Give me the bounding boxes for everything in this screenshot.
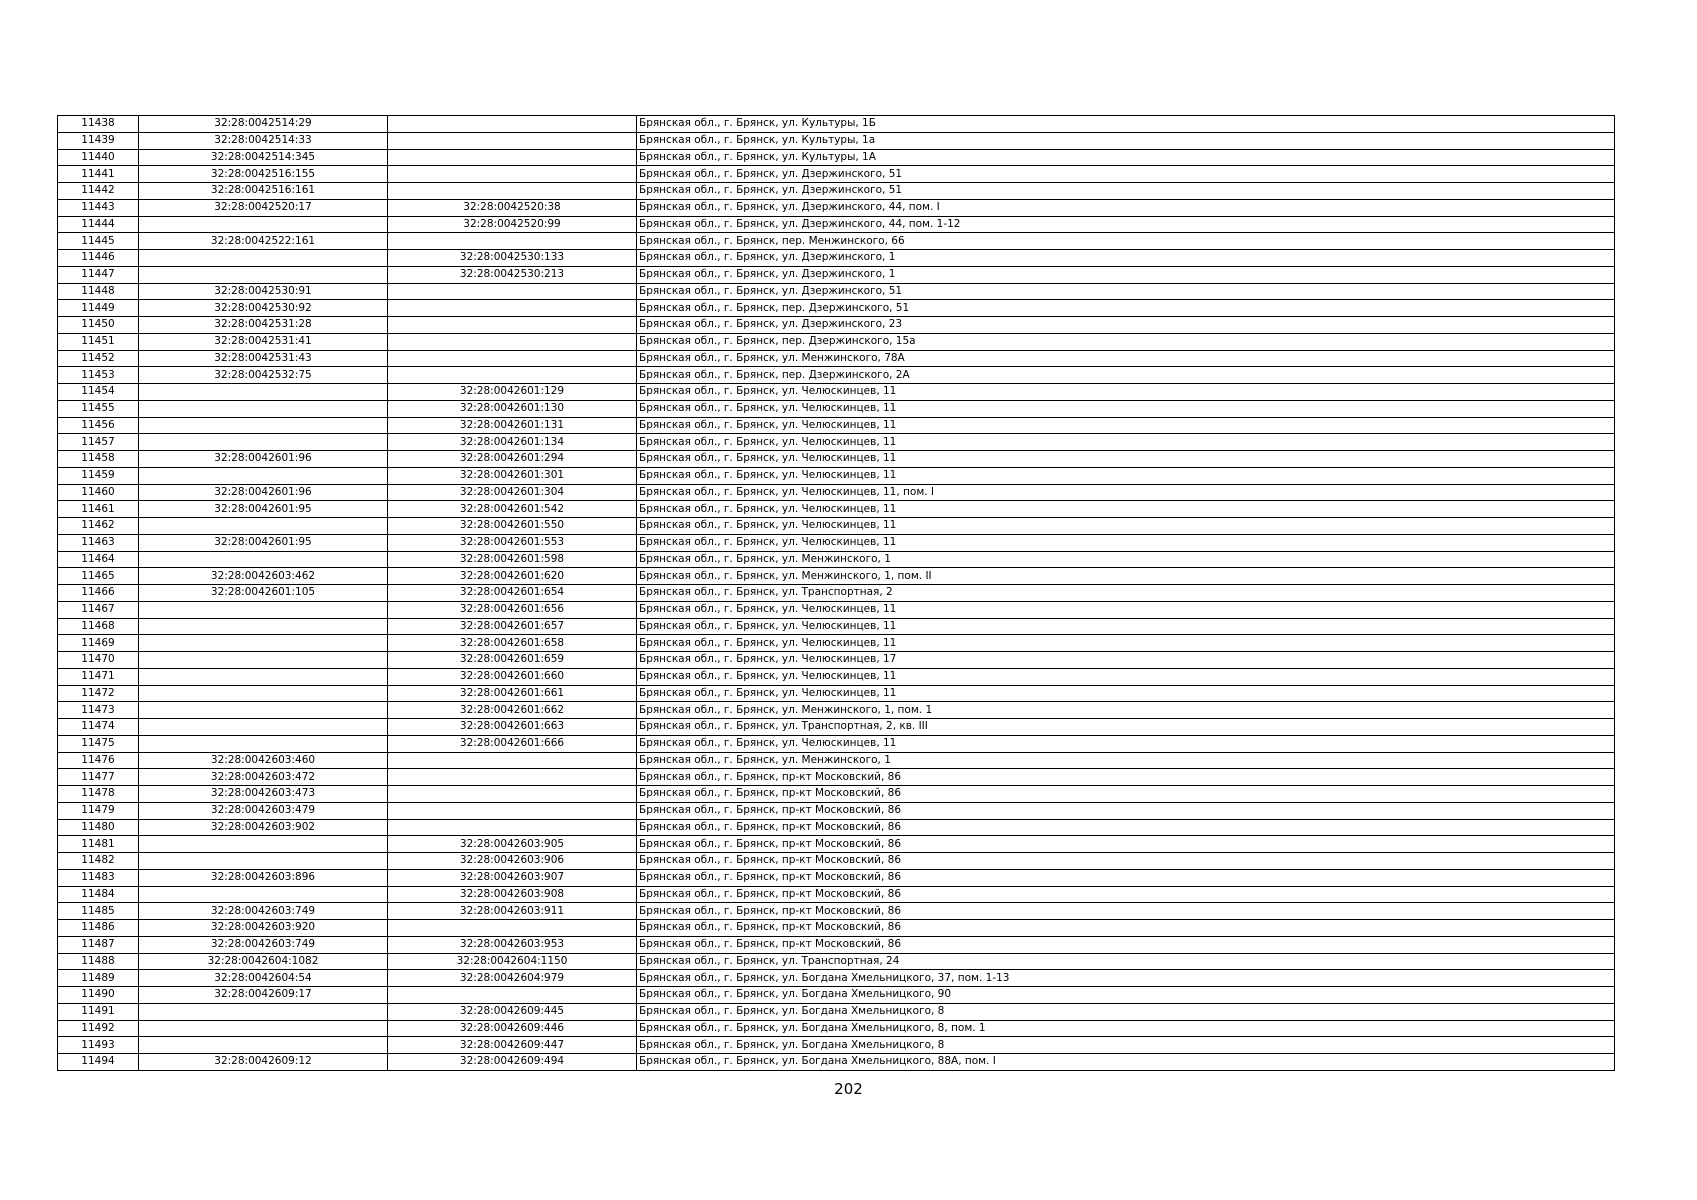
address-cell: Брянская обл., г. Брянск, ул. Богдана Хмельницкого, 37, пом. 1-13 xyxy=(637,970,1615,987)
table-row xyxy=(58,635,1615,652)
related-cadastral-number-cell xyxy=(388,920,637,937)
table-row xyxy=(58,886,1615,903)
related-cadastral-number-cell xyxy=(388,233,637,250)
related-cadastral-number-cell: 32:28:0042609:446 xyxy=(388,1020,637,1037)
address-cell: Брянская обл., г. Брянск, ул. Богдана Хмельницкого, 8 xyxy=(637,1003,1615,1020)
cadastral-number-cell: 32:28:0042531:28 xyxy=(139,317,388,334)
address-cell: Брянская обл., г. Брянск, ул. Богдана Хмельницкого, 8, пом. 1 xyxy=(637,1020,1615,1037)
address-cell: Брянская обл., г. Брянск, ул. Челюскинцев, 11 xyxy=(637,685,1615,702)
row-number-cell: 11478 xyxy=(58,786,139,803)
row-number-cell: 11448 xyxy=(58,283,139,300)
table-row xyxy=(58,702,1615,719)
table-row xyxy=(58,568,1615,585)
table-row xyxy=(58,166,1615,183)
address-cell: Брянская обл., г. Брянск, ул. Богдана Хмельницкого, 90 xyxy=(637,987,1615,1004)
table-row xyxy=(58,132,1615,149)
table-row xyxy=(58,585,1615,602)
related-cadastral-number-cell: 32:28:0042601:301 xyxy=(388,467,637,484)
row-number-cell: 11488 xyxy=(58,953,139,970)
related-cadastral-number-cell xyxy=(388,300,637,317)
table-row xyxy=(58,802,1615,819)
address-cell: Брянская обл., г. Брянск, ул. Богдана Хмельницкого, 8 xyxy=(637,1037,1615,1054)
table-row xyxy=(58,534,1615,551)
cadastral-number-cell: 32:28:0042604:1082 xyxy=(139,953,388,970)
row-number-cell: 11477 xyxy=(58,769,139,786)
related-cadastral-number-cell: 32:28:0042601:663 xyxy=(388,719,637,736)
address-cell: Брянская обл., г. Брянск, ул. Менжинского, 1, пом. 1 xyxy=(637,702,1615,719)
related-cadastral-number-cell: 32:28:0042604:979 xyxy=(388,970,637,987)
address-cell: Брянская обл., г. Брянск, ул. Челюскинцев, 11 xyxy=(637,601,1615,618)
address-cell: Брянская обл., г. Брянск, пер. Дзержинского, 2А xyxy=(637,367,1615,384)
row-number-cell: 11492 xyxy=(58,1020,139,1037)
address-cell: Брянская обл., г. Брянск, ул. Челюскинцев, 17 xyxy=(637,652,1615,669)
related-cadastral-number-cell: 32:28:0042609:494 xyxy=(388,1054,637,1071)
related-cadastral-number-cell: 32:28:0042603:953 xyxy=(388,936,637,953)
cadastral-number-cell xyxy=(139,886,388,903)
table-row xyxy=(58,618,1615,635)
table-row xyxy=(58,735,1615,752)
table-row xyxy=(58,719,1615,736)
table-row xyxy=(58,518,1615,535)
row-number-cell: 11462 xyxy=(58,518,139,535)
table-row xyxy=(58,769,1615,786)
related-cadastral-number-cell: 32:28:0042603:908 xyxy=(388,886,637,903)
related-cadastral-number-cell: 32:28:0042530:213 xyxy=(388,266,637,283)
row-number-cell: 11454 xyxy=(58,384,139,401)
row-number-cell: 11457 xyxy=(58,434,139,451)
table-row xyxy=(58,183,1615,200)
row-number-cell: 11458 xyxy=(58,451,139,468)
related-cadastral-number-cell: 32:28:0042609:447 xyxy=(388,1037,637,1054)
related-cadastral-number-cell xyxy=(388,769,637,786)
row-number-cell: 11446 xyxy=(58,250,139,267)
table-row xyxy=(58,1037,1615,1054)
row-number-cell: 11460 xyxy=(58,484,139,501)
table-row xyxy=(58,451,1615,468)
address-cell: Брянская обл., г. Брянск, ул. Дзержинского, 51 xyxy=(637,283,1615,300)
cadastral-number-cell xyxy=(139,417,388,434)
table-row xyxy=(58,652,1615,669)
row-number-cell: 11480 xyxy=(58,819,139,836)
cadastral-number-cell: 32:28:0042603:749 xyxy=(139,936,388,953)
related-cadastral-number-cell: 32:28:0042601:654 xyxy=(388,585,637,602)
related-cadastral-number-cell: 32:28:0042609:445 xyxy=(388,1003,637,1020)
table-row xyxy=(58,434,1615,451)
row-number-cell: 11456 xyxy=(58,417,139,434)
table-row xyxy=(58,417,1615,434)
related-cadastral-number-cell: 32:28:0042530:133 xyxy=(388,250,637,267)
table-row xyxy=(58,149,1615,166)
row-number-cell: 11450 xyxy=(58,317,139,334)
row-number-cell: 11453 xyxy=(58,367,139,384)
cadastral-number-cell: 32:28:0042603:902 xyxy=(139,819,388,836)
row-number-cell: 11476 xyxy=(58,752,139,769)
cadastral-number-cell: 32:28:0042603:920 xyxy=(139,920,388,937)
row-number-cell: 11486 xyxy=(58,920,139,937)
row-number-cell: 11461 xyxy=(58,501,139,518)
cadastral-number-cell: 32:28:0042530:91 xyxy=(139,283,388,300)
address-cell: Брянская обл., г. Брянск, пер. Менжинского, 66 xyxy=(637,233,1615,250)
related-cadastral-number-cell: 32:28:0042601:657 xyxy=(388,618,637,635)
cadastral-number-cell xyxy=(139,384,388,401)
address-cell: Брянская обл., г. Брянск, ул. Челюскинцев, 11, пом. I xyxy=(637,484,1615,501)
address-cell: Брянская обл., г. Брянск, пер. Дзержинского, 15а xyxy=(637,333,1615,350)
table-row xyxy=(58,1003,1615,1020)
table-row xyxy=(58,987,1615,1004)
related-cadastral-number-cell: 32:28:0042601:553 xyxy=(388,534,637,551)
row-number-cell: 11493 xyxy=(58,1037,139,1054)
address-cell: Брянская обл., г. Брянск, ул. Дзержинского, 1 xyxy=(637,266,1615,283)
cadastral-number-cell: 32:28:0042516:155 xyxy=(139,166,388,183)
table-row xyxy=(58,283,1615,300)
address-cell: Брянская обл., г. Брянск, пр-кт Московский, 86 xyxy=(637,869,1615,886)
related-cadastral-number-cell xyxy=(388,987,637,1004)
address-cell: Брянская обл., г. Брянск, пр-кт Московский, 86 xyxy=(637,836,1615,853)
cadastral-number-cell xyxy=(139,250,388,267)
cadastral-number-cell xyxy=(139,1003,388,1020)
row-number-cell: 11439 xyxy=(58,132,139,149)
cadastral-number-cell xyxy=(139,685,388,702)
related-cadastral-number-cell xyxy=(388,149,637,166)
address-cell: Брянская обл., г. Брянск, ул. Челюскинцев, 11 xyxy=(637,467,1615,484)
table-row xyxy=(58,384,1615,401)
table-row xyxy=(58,233,1615,250)
cadastral-number-cell xyxy=(139,652,388,669)
cadastral-number-cell xyxy=(139,601,388,618)
table-row xyxy=(58,1020,1615,1037)
cadastral-number-cell: 32:28:0042603:472 xyxy=(139,769,388,786)
table-row xyxy=(58,317,1615,334)
table-row xyxy=(58,350,1615,367)
row-number-cell: 11466 xyxy=(58,585,139,602)
cadastral-number-cell: 32:28:0042603:479 xyxy=(139,802,388,819)
address-cell: Брянская обл., г. Брянск, ул. Челюскинцев, 11 xyxy=(637,400,1615,417)
table-row xyxy=(58,1054,1615,1071)
related-cadastral-number-cell: 32:28:0042603:907 xyxy=(388,869,637,886)
address-cell: Брянская обл., г. Брянск, ул. Челюскинцев, 11 xyxy=(637,434,1615,451)
related-cadastral-number-cell: 32:28:0042520:38 xyxy=(388,199,637,216)
row-number-cell: 11490 xyxy=(58,987,139,1004)
cadastral-number-cell xyxy=(139,266,388,283)
cadastral-number-cell: 32:28:0042514:33 xyxy=(139,132,388,149)
row-number-cell: 11489 xyxy=(58,970,139,987)
address-cell: Брянская обл., г. Брянск, пр-кт Московский, 86 xyxy=(637,886,1615,903)
cadastral-number-cell: 32:28:0042531:41 xyxy=(139,333,388,350)
related-cadastral-number-cell: 32:28:0042603:905 xyxy=(388,836,637,853)
row-number-cell: 11494 xyxy=(58,1054,139,1071)
row-number-cell: 11483 xyxy=(58,869,139,886)
cadastral-number-cell: 32:28:0042603:896 xyxy=(139,869,388,886)
row-number-cell: 11465 xyxy=(58,568,139,585)
address-cell: Брянская обл., г. Брянск, ул. Челюскинцев, 11 xyxy=(637,635,1615,652)
table-row xyxy=(58,250,1615,267)
address-cell: Брянская обл., г. Брянск, ул. Культуры, 1а xyxy=(637,132,1615,149)
cadastral-number-cell: 32:28:0042532:75 xyxy=(139,367,388,384)
cadastral-number-cell xyxy=(139,668,388,685)
row-number-cell: 11468 xyxy=(58,618,139,635)
cadastral-number-cell xyxy=(139,735,388,752)
address-cell: Брянская обл., г. Брянск, пр-кт Московский, 86 xyxy=(637,920,1615,937)
row-number-cell: 11487 xyxy=(58,936,139,953)
cadastral-number-cell: 32:28:0042603:749 xyxy=(139,903,388,920)
address-cell: Брянская обл., г. Брянск, ул. Дзержинского, 23 xyxy=(637,317,1615,334)
row-number-cell: 11441 xyxy=(58,166,139,183)
row-number-cell: 11481 xyxy=(58,836,139,853)
address-cell: Брянская обл., г. Брянск, ул. Менжинского, 1, пом. II xyxy=(637,568,1615,585)
address-cell: Брянская обл., г. Брянск, пр-кт Московский, 86 xyxy=(637,769,1615,786)
row-number-cell: 11491 xyxy=(58,1003,139,1020)
row-number-cell: 11438 xyxy=(58,116,139,133)
table-row xyxy=(58,853,1615,870)
address-cell: Брянская обл., г. Брянск, ул. Культуры, 1Б xyxy=(637,116,1615,133)
cadastral-number-cell xyxy=(139,518,388,535)
related-cadastral-number-cell xyxy=(388,333,637,350)
address-cell: Брянская обл., г. Брянск, ул. Транспортная, 2 xyxy=(637,585,1615,602)
cadastral-number-cell xyxy=(139,702,388,719)
cadastral-number-cell: 32:28:0042601:105 xyxy=(139,585,388,602)
table-row xyxy=(58,266,1615,283)
address-cell: Брянская обл., г. Брянск, ул. Менжинского, 1 xyxy=(637,551,1615,568)
cadastral-number-cell xyxy=(139,467,388,484)
row-number-cell: 11467 xyxy=(58,601,139,618)
row-number-cell: 11442 xyxy=(58,183,139,200)
cadastral-number-cell: 32:28:0042520:17 xyxy=(139,199,388,216)
table-row xyxy=(58,869,1615,886)
cadastral-number-cell xyxy=(139,216,388,233)
related-cadastral-number-cell: 32:28:0042604:1150 xyxy=(388,953,637,970)
table-row xyxy=(58,903,1615,920)
cadastral-number-cell xyxy=(139,1020,388,1037)
table-row xyxy=(58,786,1615,803)
table-row xyxy=(58,668,1615,685)
address-cell: Брянская обл., г. Брянск, ул. Челюскинцев, 11 xyxy=(637,384,1615,401)
cadastral-number-cell: 32:28:0042603:460 xyxy=(139,752,388,769)
related-cadastral-number-cell: 32:28:0042601:662 xyxy=(388,702,637,719)
table-row xyxy=(58,400,1615,417)
related-cadastral-number-cell xyxy=(388,350,637,367)
address-cell: Брянская обл., г. Брянск, ул. Богдана Хмельницкого, 88А, пом. I xyxy=(637,1054,1615,1071)
row-number-cell: 11449 xyxy=(58,300,139,317)
related-cadastral-number-cell xyxy=(388,819,637,836)
table-row xyxy=(58,551,1615,568)
row-number-cell: 11474 xyxy=(58,719,139,736)
cadastral-number-cell: 32:28:0042514:29 xyxy=(139,116,388,133)
page-number: 202 xyxy=(834,1080,863,1098)
registry-table xyxy=(57,115,1615,1071)
cadastral-number-cell: 32:28:0042601:95 xyxy=(139,501,388,518)
related-cadastral-number-cell: 32:28:0042601:660 xyxy=(388,668,637,685)
related-cadastral-number-cell: 32:28:0042520:99 xyxy=(388,216,637,233)
cadastral-number-cell xyxy=(139,551,388,568)
table-row xyxy=(58,836,1615,853)
cadastral-number-cell xyxy=(139,1037,388,1054)
address-cell: Брянская обл., г. Брянск, ул. Дзержинского, 51 xyxy=(637,166,1615,183)
related-cadastral-number-cell: 32:28:0042601:620 xyxy=(388,568,637,585)
address-cell: Брянская обл., г. Брянск, ул. Транспортная, 2, кв. III xyxy=(637,719,1615,736)
row-number-cell: 11470 xyxy=(58,652,139,669)
row-number-cell: 11484 xyxy=(58,886,139,903)
table-row xyxy=(58,199,1615,216)
table-row xyxy=(58,685,1615,702)
address-cell: Брянская обл., г. Брянск, ул. Челюскинцев, 11 xyxy=(637,451,1615,468)
related-cadastral-number-cell: 32:28:0042601:550 xyxy=(388,518,637,535)
cadastral-number-cell: 32:28:0042514:345 xyxy=(139,149,388,166)
row-number-cell: 11444 xyxy=(58,216,139,233)
row-number-cell: 11464 xyxy=(58,551,139,568)
address-cell: Брянская обл., г. Брянск, ул. Челюскинцев, 11 xyxy=(637,618,1615,635)
cadastral-number-cell: 32:28:0042522:161 xyxy=(139,233,388,250)
address-cell: Брянская обл., г. Брянск, ул. Менжинского, 1 xyxy=(637,752,1615,769)
address-cell: Брянская обл., г. Брянск, ул. Челюскинцев, 11 xyxy=(637,534,1615,551)
table-row xyxy=(58,116,1615,133)
table-row xyxy=(58,970,1615,987)
related-cadastral-number-cell xyxy=(388,183,637,200)
row-number-cell: 11472 xyxy=(58,685,139,702)
table-row xyxy=(58,601,1615,618)
row-number-cell: 11469 xyxy=(58,635,139,652)
related-cadastral-number-cell: 32:28:0042601:131 xyxy=(388,417,637,434)
related-cadastral-number-cell: 32:28:0042601:134 xyxy=(388,434,637,451)
table-row xyxy=(58,953,1615,970)
related-cadastral-number-cell: 32:28:0042601:130 xyxy=(388,400,637,417)
row-number-cell: 11443 xyxy=(58,199,139,216)
cadastral-number-cell: 32:28:0042601:96 xyxy=(139,484,388,501)
address-cell: Брянская обл., г. Брянск, пр-кт Московский, 86 xyxy=(637,853,1615,870)
cadastral-number-cell: 32:28:0042603:462 xyxy=(139,568,388,585)
address-cell: Брянская обл., г. Брянск, ул. Челюскинцев, 11 xyxy=(637,417,1615,434)
related-cadastral-number-cell xyxy=(388,116,637,133)
cadastral-number-cell xyxy=(139,836,388,853)
row-number-cell: 11459 xyxy=(58,467,139,484)
cadastral-number-cell: 32:28:0042603:473 xyxy=(139,786,388,803)
row-number-cell: 11452 xyxy=(58,350,139,367)
related-cadastral-number-cell: 32:28:0042601:129 xyxy=(388,384,637,401)
related-cadastral-number-cell xyxy=(388,317,637,334)
table-row xyxy=(58,333,1615,350)
address-cell: Брянская обл., г. Брянск, ул. Транспортная, 24 xyxy=(637,953,1615,970)
cadastral-number-cell: 32:28:0042516:161 xyxy=(139,183,388,200)
related-cadastral-number-cell: 32:28:0042601:656 xyxy=(388,601,637,618)
related-cadastral-number-cell: 32:28:0042601:542 xyxy=(388,501,637,518)
cadastral-number-cell xyxy=(139,719,388,736)
address-cell: Брянская обл., г. Брянск, пр-кт Московский, 86 xyxy=(637,786,1615,803)
table-row xyxy=(58,300,1615,317)
related-cadastral-number-cell: 32:28:0042601:658 xyxy=(388,635,637,652)
address-cell: Брянская обл., г. Брянск, ул. Челюскинцев, 11 xyxy=(637,735,1615,752)
address-cell: Брянская обл., г. Брянск, пр-кт Московский, 86 xyxy=(637,802,1615,819)
related-cadastral-number-cell: 32:28:0042603:906 xyxy=(388,853,637,870)
related-cadastral-number-cell xyxy=(388,166,637,183)
cadastral-number-cell xyxy=(139,635,388,652)
cadastral-number-cell xyxy=(139,434,388,451)
related-cadastral-number-cell xyxy=(388,802,637,819)
address-cell: Брянская обл., г. Брянск, ул. Дзержинского, 51 xyxy=(637,183,1615,200)
table-row xyxy=(58,752,1615,769)
table-row xyxy=(58,216,1615,233)
row-number-cell: 11479 xyxy=(58,802,139,819)
related-cadastral-number-cell xyxy=(388,786,637,803)
cadastral-number-cell: 32:28:0042601:96 xyxy=(139,451,388,468)
address-cell: Брянская обл., г. Брянск, ул. Челюскинцев, 11 xyxy=(637,518,1615,535)
cadastral-number-cell xyxy=(139,853,388,870)
related-cadastral-number-cell: 32:28:0042601:598 xyxy=(388,551,637,568)
address-cell: Брянская обл., г. Брянск, ул. Челюскинцев, 11 xyxy=(637,668,1615,685)
cadastral-number-cell xyxy=(139,400,388,417)
row-number-cell: 11471 xyxy=(58,668,139,685)
row-number-cell: 11463 xyxy=(58,534,139,551)
table-row xyxy=(58,920,1615,937)
row-number-cell: 11475 xyxy=(58,735,139,752)
address-cell: Брянская обл., г. Брянск, ул. Челюскинцев, 11 xyxy=(637,501,1615,518)
row-number-cell: 11473 xyxy=(58,702,139,719)
table-row xyxy=(58,467,1615,484)
row-number-cell: 11440 xyxy=(58,149,139,166)
address-cell: Брянская обл., г. Брянск, ул. Дзержинского, 44, пом. I xyxy=(637,199,1615,216)
row-number-cell: 11445 xyxy=(58,233,139,250)
registry-table-container xyxy=(57,115,1614,1071)
cadastral-number-cell: 32:28:0042609:17 xyxy=(139,987,388,1004)
row-number-cell: 11447 xyxy=(58,266,139,283)
address-cell: Брянская обл., г. Брянск, пр-кт Московский, 86 xyxy=(637,819,1615,836)
address-cell: Брянская обл., г. Брянск, ул. Дзержинского, 1 xyxy=(637,250,1615,267)
address-cell: Брянская обл., г. Брянск, пр-кт Московский, 86 xyxy=(637,903,1615,920)
related-cadastral-number-cell: 32:28:0042601:661 xyxy=(388,685,637,702)
registry-table-body xyxy=(58,116,1615,1071)
address-cell: Брянская обл., г. Брянск, пер. Дзержинского, 51 xyxy=(637,300,1615,317)
address-cell: Брянская обл., г. Брянск, ул. Дзержинского, 44, пом. 1-12 xyxy=(637,216,1615,233)
table-row xyxy=(58,819,1615,836)
related-cadastral-number-cell xyxy=(388,752,637,769)
cadastral-number-cell xyxy=(139,618,388,635)
related-cadastral-number-cell xyxy=(388,283,637,300)
cadastral-number-cell: 32:28:0042604:54 xyxy=(139,970,388,987)
row-number-cell: 11455 xyxy=(58,400,139,417)
related-cadastral-number-cell: 32:28:0042601:304 xyxy=(388,484,637,501)
table-row xyxy=(58,501,1615,518)
table-row xyxy=(58,936,1615,953)
cadastral-number-cell: 32:28:0042531:43 xyxy=(139,350,388,367)
row-number-cell: 11485 xyxy=(58,903,139,920)
related-cadastral-number-cell: 32:28:0042603:911 xyxy=(388,903,637,920)
address-cell: Брянская обл., г. Брянск, пр-кт Московский, 86 xyxy=(637,936,1615,953)
related-cadastral-number-cell: 32:28:0042601:666 xyxy=(388,735,637,752)
table-row xyxy=(58,484,1615,501)
related-cadastral-number-cell: 32:28:0042601:659 xyxy=(388,652,637,669)
cadastral-number-cell: 32:28:0042609:12 xyxy=(139,1054,388,1071)
cadastral-number-cell: 32:28:0042601:95 xyxy=(139,534,388,551)
address-cell: Брянская обл., г. Брянск, ул. Культуры, 1А xyxy=(637,149,1615,166)
related-cadastral-number-cell: 32:28:0042601:294 xyxy=(388,451,637,468)
cadastral-number-cell: 32:28:0042530:92 xyxy=(139,300,388,317)
related-cadastral-number-cell xyxy=(388,132,637,149)
row-number-cell: 11482 xyxy=(58,853,139,870)
row-number-cell: 11451 xyxy=(58,333,139,350)
related-cadastral-number-cell xyxy=(388,367,637,384)
address-cell: Брянская обл., г. Брянск, ул. Менжинского, 78А xyxy=(637,350,1615,367)
table-row xyxy=(58,367,1615,384)
